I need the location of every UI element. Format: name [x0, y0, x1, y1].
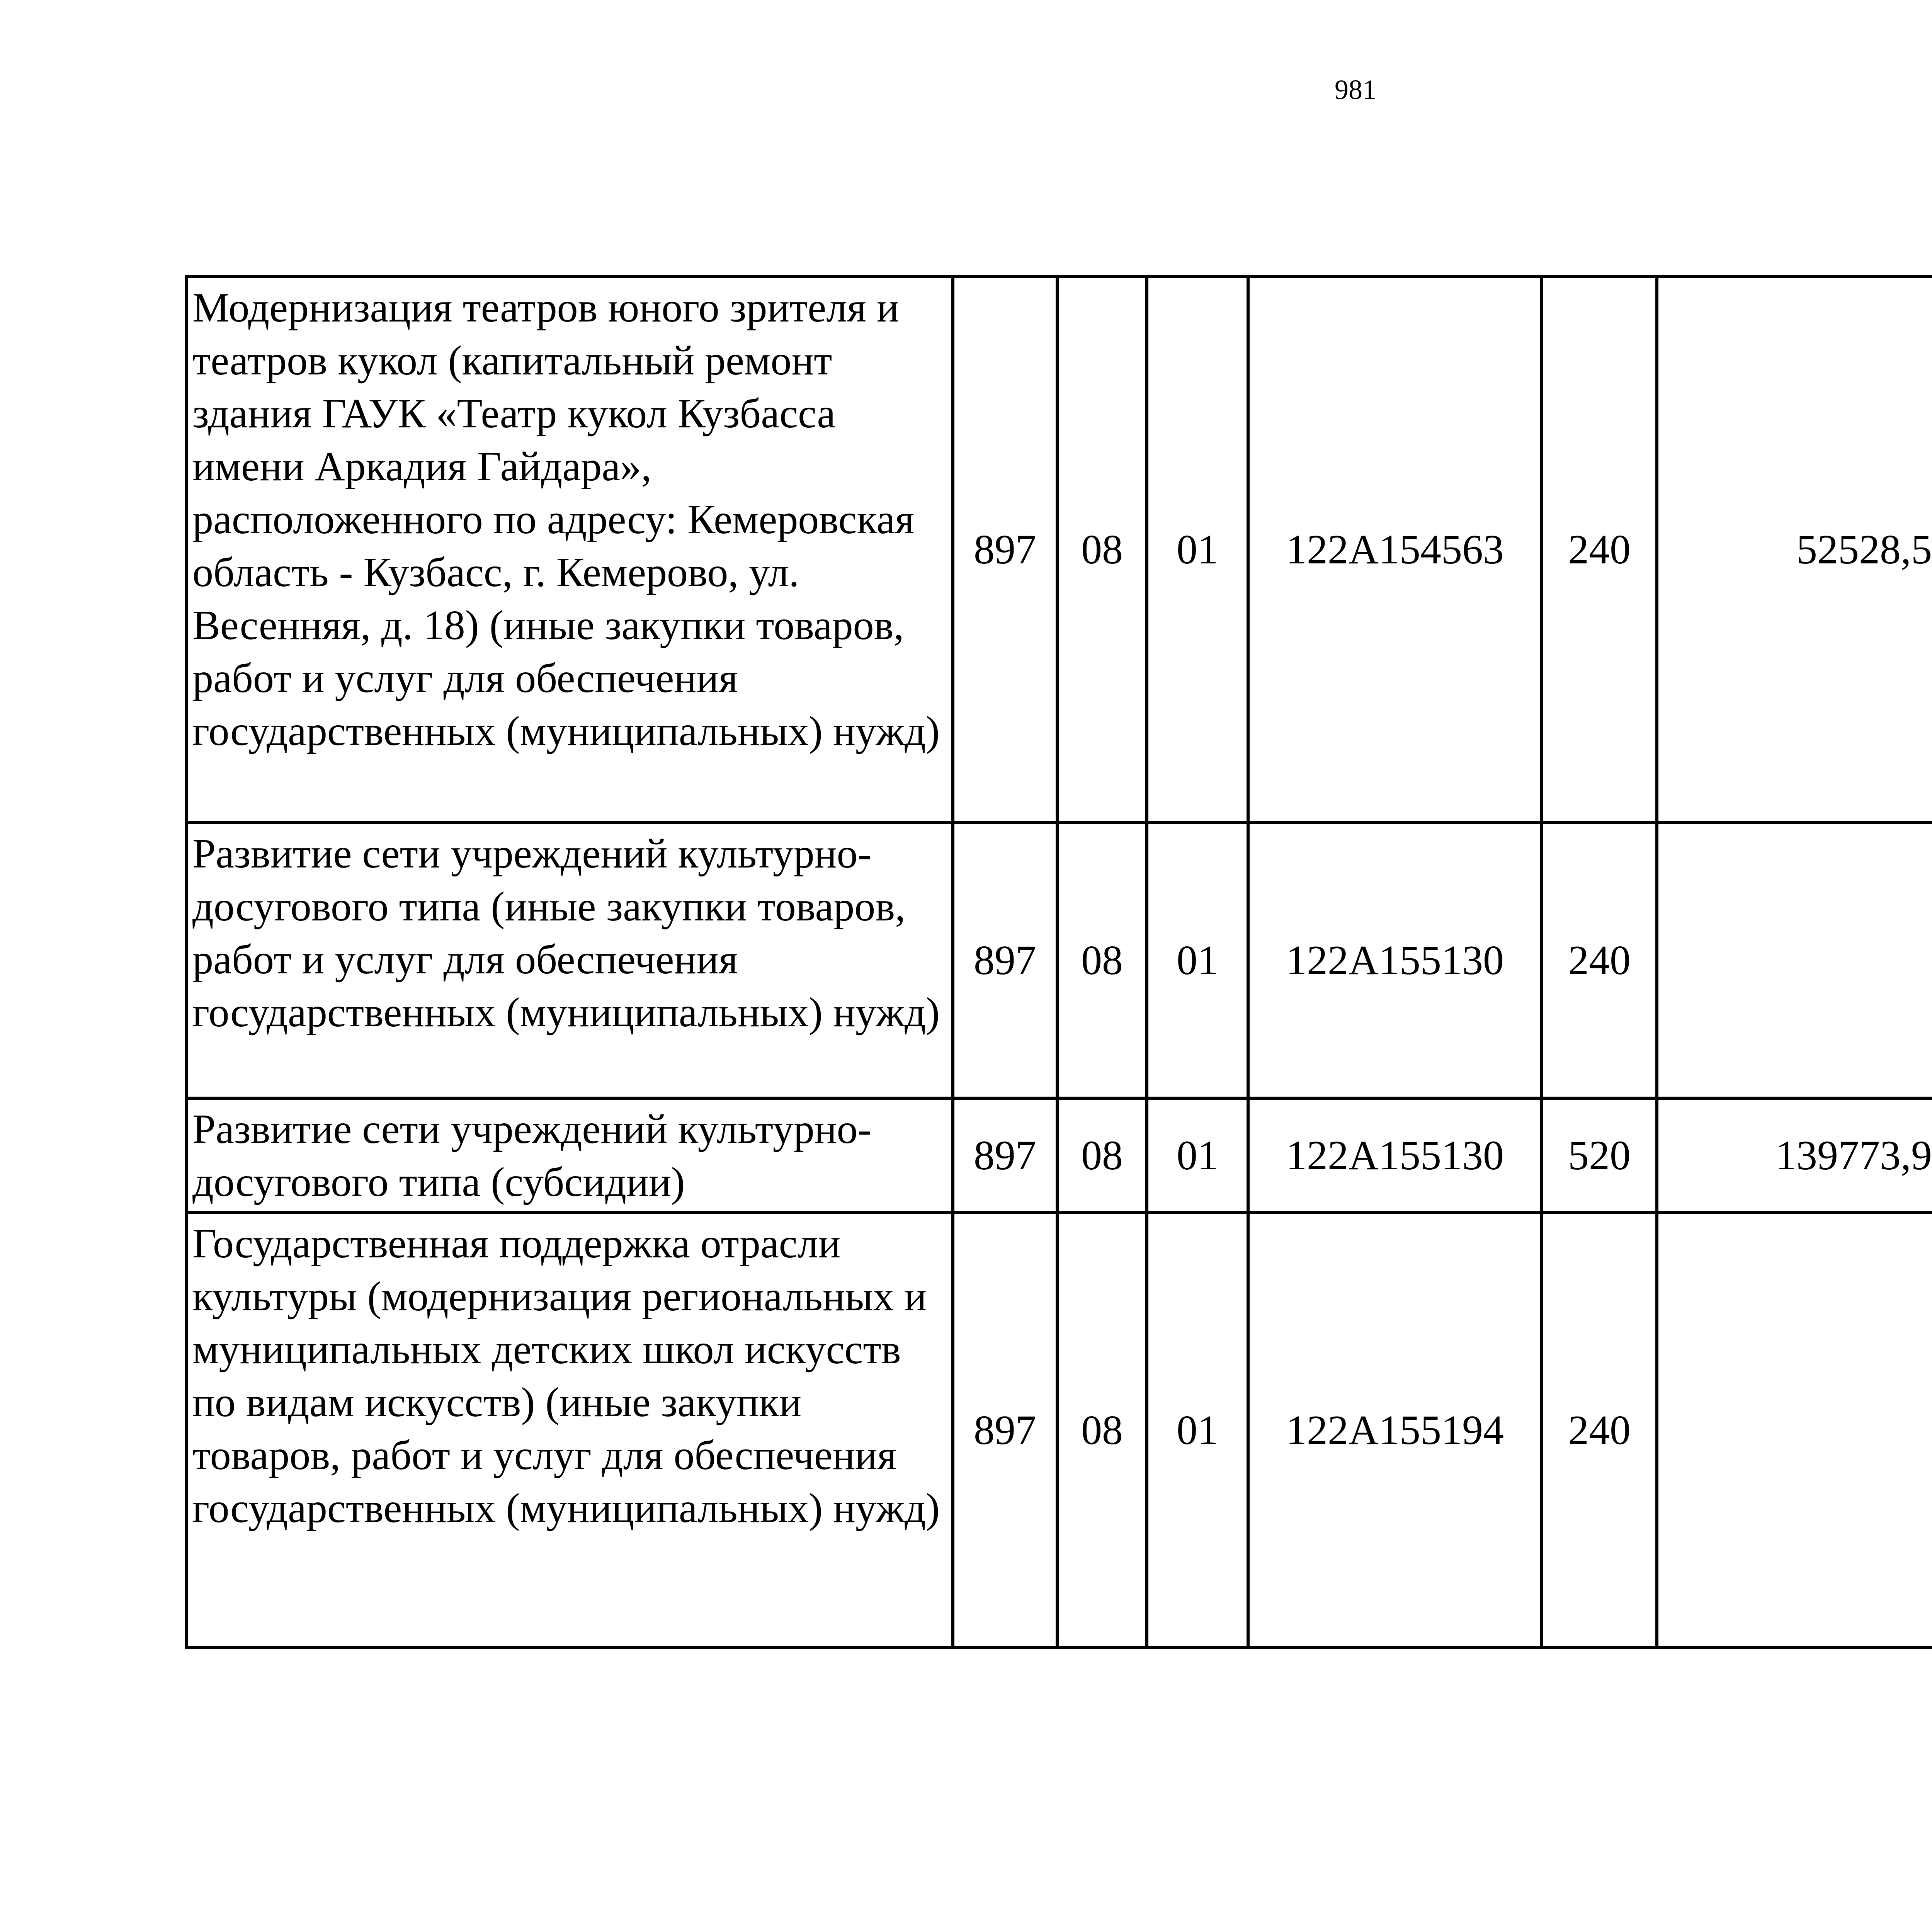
section-code-cell: 08 — [1057, 823, 1147, 1098]
section-code-cell: 08 — [1057, 1213, 1147, 1648]
table-row — [186, 823, 1932, 1098]
amount-1-cell: 139773,9 — [1657, 1098, 1932, 1213]
ministry-code-cell: 897 — [953, 277, 1057, 823]
expense-name-cell: Развитие сети учреждений культурно-досугового типа (иные закупки товаров, работ и услуг для обеспечения государственных (муниципальных) нужд) — [186, 823, 953, 1098]
ministry-code-cell: 897 — [953, 1098, 1057, 1213]
table-row — [186, 1098, 1932, 1213]
amount-1-cell — [1657, 823, 1932, 1098]
expense-name-cell: Модернизация театров юного зрителя и театров кукол (капитальный ремонт здания ГАУК «Театр кукол Кузбасса имени Аркадия Гайдара», расположенного по адресу: Кемеровская область - Кузбасс, г. Кемерово, ул. Весенняя, д. 18) (иные закупки товаров, работ и услуг для обеспечения государственных (муниципальных) нужд) — [186, 277, 953, 823]
expense-type-cell: 240 — [1542, 823, 1657, 1098]
amount-1-cell — [1657, 1213, 1932, 1648]
page-number: 981 — [1335, 74, 1376, 105]
target-article-cell: 122А154563 — [1248, 277, 1542, 823]
subsection-code-cell: 01 — [1147, 1213, 1248, 1648]
subsection-code-cell: 01 — [1147, 1098, 1248, 1213]
target-article-cell: 122А155194 — [1248, 1213, 1542, 1648]
section-code-cell: 08 — [1057, 1098, 1147, 1213]
budget-table — [185, 275, 1932, 1649]
expense-type-cell: 240 — [1542, 1213, 1657, 1648]
subsection-code-cell: 01 — [1147, 277, 1248, 823]
expense-name-cell: Развитие сети учреждений культурно-досугового типа (субсидии) — [186, 1098, 953, 1213]
ministry-code-cell: 897 — [953, 1213, 1057, 1648]
amount-1-cell: 52528,5 — [1657, 277, 1932, 823]
target-article-cell: 122А155130 — [1248, 1098, 1542, 1213]
expense-name-cell: Государственная поддержка отрасли культуры (модернизация региональных и муниципальных детских школ искусств по видам искусств) (иные закупки товаров, работ и услуг для обеспечения государственных (муниципальных) нужд) — [186, 1213, 953, 1648]
section-code-cell: 08 — [1057, 277, 1147, 823]
table-row — [186, 1213, 1932, 1648]
expense-type-cell: 520 — [1542, 1098, 1657, 1213]
subsection-code-cell: 01 — [1147, 823, 1248, 1098]
expense-type-cell: 240 — [1542, 277, 1657, 823]
table-row — [186, 277, 1932, 823]
ministry-code-cell: 897 — [953, 823, 1057, 1098]
target-article-cell: 122А155130 — [1248, 823, 1542, 1098]
